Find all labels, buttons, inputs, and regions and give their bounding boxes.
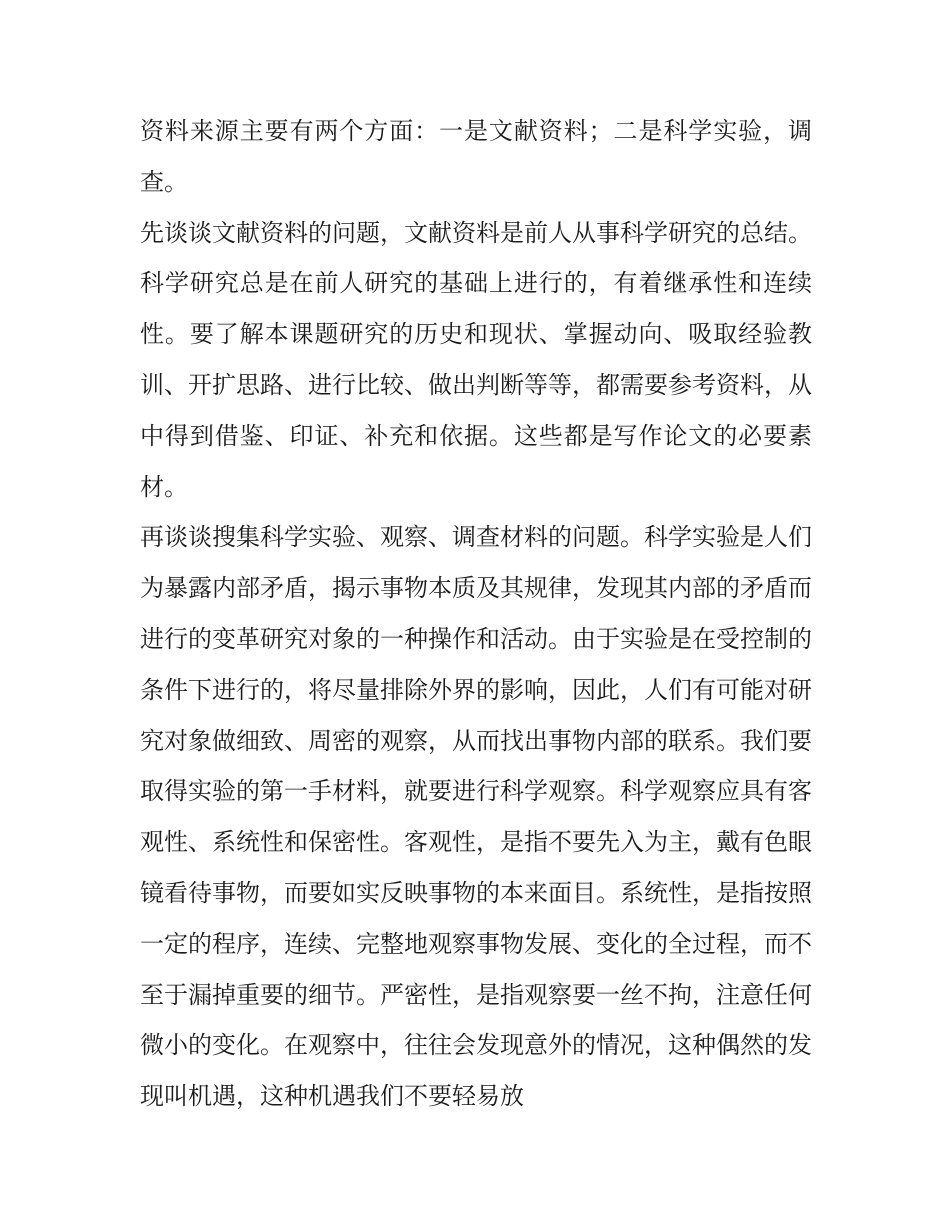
document-body — [140, 106, 812, 1122]
paragraph-experiments: 再谈谈搜集科学实验、观察、调查材料的问题。科学实验是人们为暴露内部矛盾，揭示事物本质及其规律，发现其内部的矛盾而进行的变革研究对象的一种操作和活动。由于实验是在受控制的条件下进行的，将尽量排除外界的影响，因此，人们有可能对研究对象做细致、周密的观察，从而找出事物内部的联系。我们要取得实验的第一手材料，就要进行科学观察。科学观察应具有客观性、系统性和保密性。客观性，是指不要先入为主，戴有色眼镜看待事物，而要如实反映事物的本来面目。系统性，是指按照一定的程序，连续、完整地观察事物发展、变化的全过程，而不至于漏掉重要的细节。严密性，是指观察要一丝不拘，注意任何微小的变化。在观察中，往往会发现意外的情况，这种偶然的发现叫机遇，这种机遇我们不要轻易放 — [140, 523, 812, 1111]
paragraph-sources: 资料来源主要有两个方面：一是文献资料；二是科学实验，调查。 — [140, 117, 812, 196]
paragraph-literature: 先谈谈文献资料的问题，文献资料是前人从事科学研究的总结。科学研究总是在前人研究的基础上进行的，有着继承性和连续性。要了解本课题研究的历史和现状、掌握动向、吸取经验教训、开扩思路、进行比较、做出判断等等，都需要参考资料，从中得到借鉴、印证、补充和依据。这些都是写作论文的必要素材。 — [140, 218, 812, 501]
